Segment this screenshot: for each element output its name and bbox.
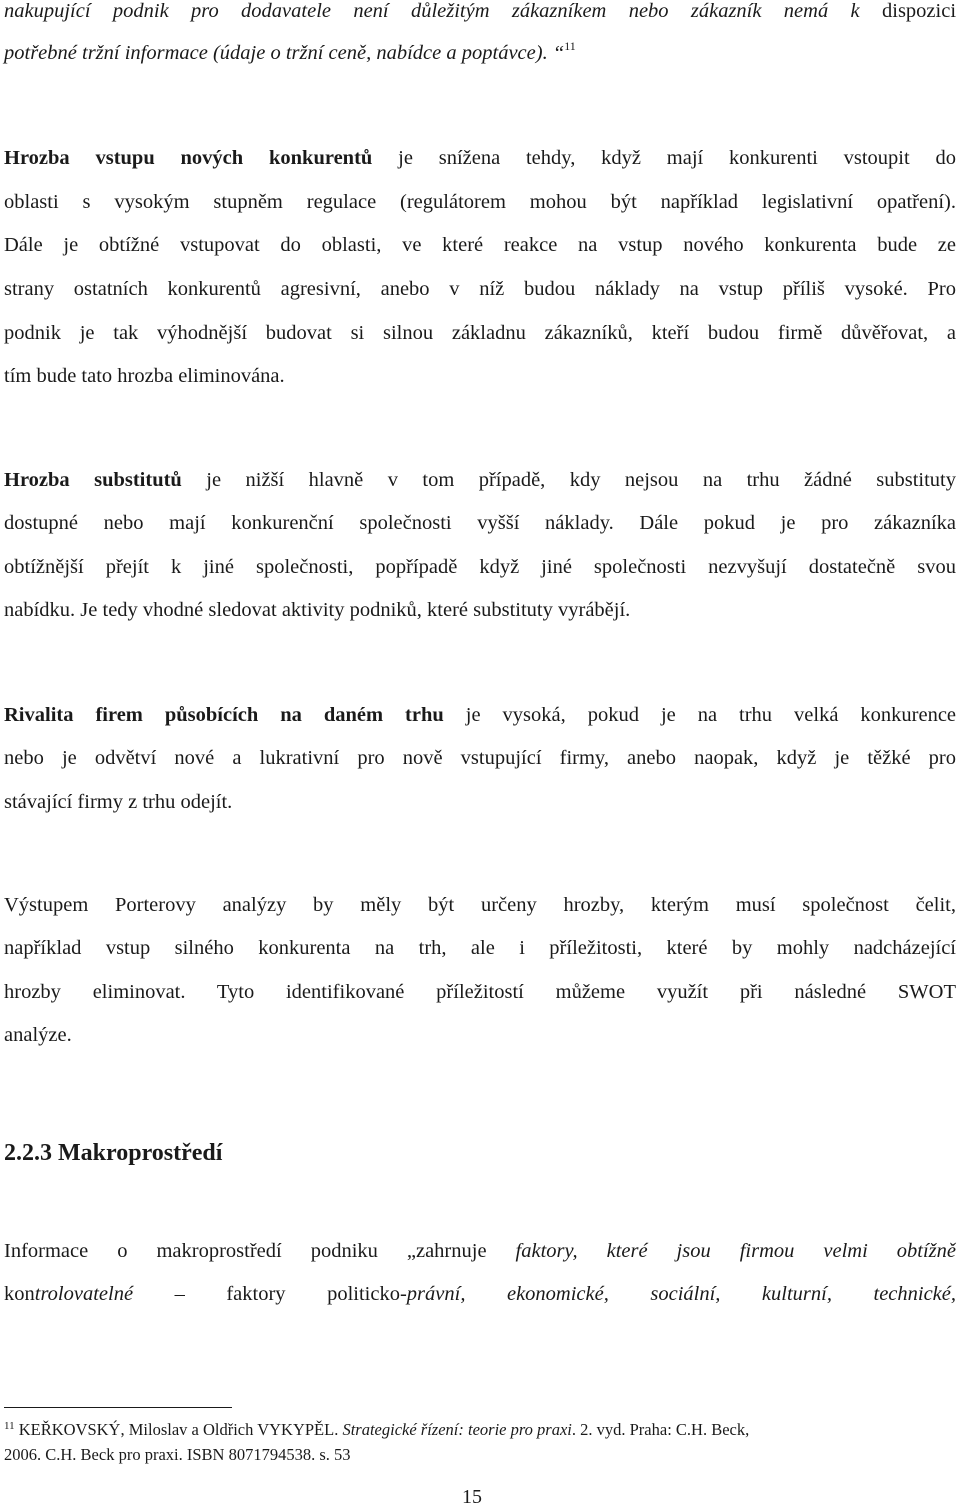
paragraph-2-line-3: Dále je obtížné vstupovat do oblasti, ve které reakce na vstup nového konkurenta bude ze <box>4 234 956 256</box>
paragraph-6-line-2: kontrolovatelné – faktory politicko-právní, ekonomické, sociální, kulturní, technické, <box>4 1283 957 1305</box>
page-number: 15 <box>462 1486 482 1508</box>
footnote-line-1: $^{11}$ KEŘKOVSKÝ, Miloslav a Oldřich VYKYPĚL. Strategické řízení: teorie pro praxi. 2. vyd. Praha: C.H. Beck, <box>4 1420 750 1439</box>
term-new-entrants: Hrozba vstupu nových konkurentů <box>4 147 373 169</box>
section-heading: 2.2.3 Makroprostředí <box>4 1140 223 1166</box>
paragraph-4-line-2: nebo je odvětví nové a lukrativní pro nově vstupující firmy, anebo naopak, když je těžké pro <box>4 747 956 769</box>
paragraph-2-line-6: tím bude tato hrozba eliminována. <box>4 365 285 387</box>
paragraph-1-line-2: potřebné tržní informace (údaje o tržní ceně, nabídce a poptávce). “$^{11}$ <box>4 39 576 64</box>
footnote-reference[interactable]: 11 <box>564 39 576 53</box>
paragraph-5-line-4: analýze. <box>4 1024 72 1046</box>
term-rivalry: Rivalita firem působících na daném trhu <box>4 704 444 726</box>
paragraph-2-line-2: oblasti s vysokým stupněm regulace (regulátorem mohou být například legislativní opatření). <box>4 191 956 213</box>
footnote-divider <box>4 1407 232 1408</box>
paragraph-1-line-1: nakupující podnik pro dodavatele není důležitým zákazníkem nebo zákazník nemá k dispozici <box>4 0 957 22</box>
paragraph-5-line-3: hrozby eliminovat. Tyto identifikované příležitostí můžeme využít při následné SWOT <box>4 981 956 1003</box>
paragraph-2-line-5: podnik je tak výhodnější budovat si silnou základnu zákazníků, kteří budou firmě důvěřovat, a <box>4 322 956 344</box>
paragraph-5-line-1: Výstupem Porterovy analýzy by měly být určeny hrozby, kterým musí společnost čelit, <box>4 894 956 916</box>
footnote-line-2: 2006. C.H. Beck pro praxi. ISBN 8071794538. s. 53 <box>4 1445 351 1464</box>
paragraph-3-line-3: obtížnější přejít k jiné společnosti, popřípadě když jiné společnosti nezvyšují dostatečně svou <box>4 556 956 578</box>
footnote-number: 11 <box>4 1420 15 1432</box>
paragraph-3-line-1: Hrozba substitutů je nižší hlavně v tom případě, kdy nejsou na trhu žádné substituty <box>4 469 957 491</box>
paragraph-4-line-1: Rivalita firem působících na daném trhu je vysoká, pokud je na trhu velká konkurence <box>4 704 957 726</box>
paragraph-3-line-2: dostupné nebo mají konkurenční společnosti vyšší náklady. Dále pokud je pro zákazníka <box>4 512 956 534</box>
term-substitutes: Hrozba substitutů <box>4 469 182 491</box>
paragraph-5-line-2: například vstup silného konkurenta na trh, ale i příležitosti, které by mohly nadcházející <box>4 937 956 959</box>
paragraph-3-line-4: nabídku. Je tedy vhodné sledovat aktivity podniků, které substituty vyrábějí. <box>4 599 631 621</box>
paragraph-2-line-1: Hrozba vstupu nových konkurentů je snížena tehdy, když mají konkurenti vstoupit do <box>4 147 957 169</box>
paragraph-4-line-3: stávající firmy z trhu odejít. <box>4 791 233 813</box>
paragraph-6-line-1: Informace o makroprostředí podniku „zahrnuje faktory, které jsou firmou velmi obtížně <box>4 1240 956 1262</box>
paragraph-2-line-4: strany ostatních konkurentů agresivní, anebo v níž budou náklady na vstup příliš vysoké. Pro <box>4 278 956 300</box>
